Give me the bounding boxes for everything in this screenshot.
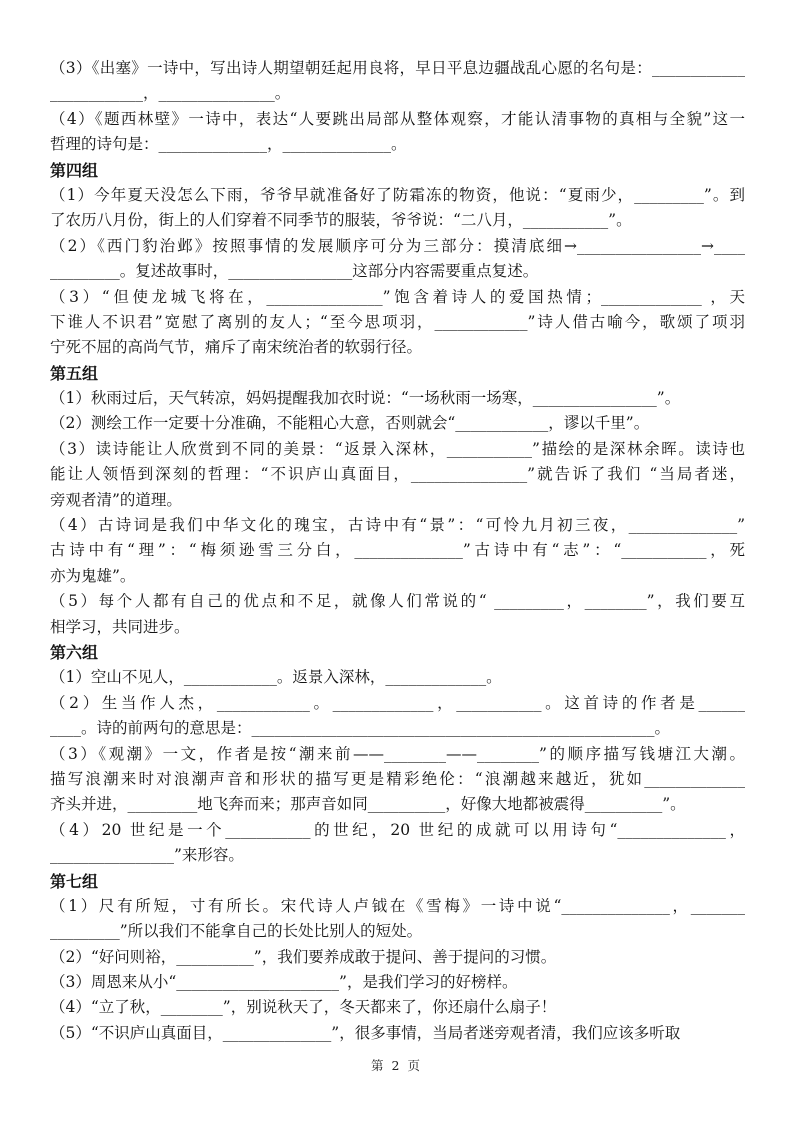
text-line: （2）生当作人杰，____________。_____________，___________。这首诗的作者是______ bbox=[50, 693, 745, 712]
text-line: （2）《西门豹治邺》按照事情的发展顺序可分为三部分：摸清底细→________________→____ bbox=[50, 236, 745, 255]
section-heading: 第七组 bbox=[50, 871, 99, 891]
text-line: ____________，_______________。 bbox=[50, 84, 291, 103]
text-line: （3）周恩来从小“_____________________”，是我们学习的好榜样。 bbox=[50, 973, 518, 992]
text-line: （1）今年夏天没怎么下雨，爷爷早就准备好了防霜冻的物资，他说：“夏雨少，_________”。到 bbox=[50, 185, 745, 204]
text-line: （5）每个人都有自己的优点和不足，就像人们常说的“ _________，________”，我们要互 bbox=[50, 592, 745, 611]
text-line: 能让人领悟到深刻的哲理：“不识庐山真面目，_______________”就告诉了我们 “当局者迷， bbox=[50, 465, 745, 484]
text-line: （3）“但使龙城飞将在，_______________”饱含着诗人的爱国热情；_____________ ，天 bbox=[50, 287, 745, 306]
text-line: 相学习，共同进步。 bbox=[50, 617, 190, 636]
text-line: 旁观者清”的道理。 bbox=[50, 490, 182, 509]
text-line: _________”所以我们不能拿自己的长处比别人的短处。 bbox=[50, 922, 423, 941]
text-line: 齐头并进，_________地飞奔而来；那声音如同__________，好像大地都被震得__________”。 bbox=[50, 795, 686, 814]
text-line: 亦为鬼雄”。 bbox=[50, 566, 136, 585]
text-line: （4）《题西林壁》一诗中，表达“人要跳出局部从整体观察，才能认清事物的真相与全貌”这一 bbox=[50, 109, 745, 128]
text-line: （1）空山不见人，____________。返景入深林，_____________。 bbox=[50, 668, 502, 687]
text-line: （4）古诗词是我们中华文化的瑰宝，古诗中有“景”：“可怜九月初三夜，______________” bbox=[50, 516, 745, 535]
text-line: 宁死不屈的高尚气节，痛斥了南宋统治者的软弱行径。 bbox=[50, 338, 423, 357]
text-line: （5）“不识庐山真面目，______________”，很多事情，当局者迷旁观者清，我们应该多听取 bbox=[50, 1023, 681, 1042]
text-line: （1）尺有所短，寸有所长。宋代诗人卢钺在《雪梅》一诗中说“______________，_______ bbox=[50, 896, 745, 915]
text-line: _________。复述故事时，________________这部分内容需要重点复述。 bbox=[50, 262, 539, 281]
section-heading: 第五组 bbox=[50, 363, 99, 383]
text-line: 哲理的诗句是：______________，______________。 bbox=[50, 135, 407, 154]
text-line: （4）“立了秋，________”，别说秋天了，冬天都来了，你还扇什么扇子！ bbox=[50, 998, 557, 1017]
text-line: （3）《出塞》一诗中，写出诗人期望朝廷起用良将，早日平息边疆战乱心愿的名句是：____________ bbox=[50, 59, 745, 77]
text-line: 古诗中有“理”：“梅须逊雪三分白，______________”古诗中有“志”：“___________，死 bbox=[50, 541, 745, 560]
text-line: 下谁人不识君”宽慰了离别的友人；“至今思项羽，____________”诗人借古喻今，歌颂了项羽 bbox=[50, 312, 745, 331]
text-line: ________________”来形容。 bbox=[50, 846, 244, 865]
section-heading: 第六组 bbox=[50, 642, 99, 662]
text-line: ____。诗的前两句的意思是：____________________________________________________。 bbox=[50, 719, 671, 738]
text-line: 了农历八月份，街上的人们穿着不同季节的服装，爷爷说：“二八月，___________”。 bbox=[50, 211, 632, 230]
text-line: （3）读诗能让人欣赏到不同的美景：“返景入深林，___________”描绘的是深林余晖。读诗也 bbox=[50, 439, 745, 458]
text-line: （3）《观潮》一文，作者是按“潮来前——________——________”的顺序描写钱塘江大潮。 bbox=[50, 744, 745, 763]
text-line: （2）“好问则裕，__________”，我们要养成敢于提问、善于提问的习惯。 bbox=[50, 947, 557, 966]
text-line: （2）测绘工作一定要十分准确，不能粗心大意，否则就会“____________，谬以千里”。 bbox=[50, 414, 650, 433]
document-body bbox=[50, 56, 745, 1046]
text-line: （4）20 世纪是一个___________的世纪，20 世纪的成就可以用诗句“______________， bbox=[50, 820, 745, 839]
page-number: 第 2 页 bbox=[371, 1058, 422, 1073]
text-line: （1）秋雨过后，天气转凉，妈妈提醒我加衣时说：“一场秋雨一场寒，________________”。 bbox=[50, 389, 681, 408]
section-heading: 第四组 bbox=[50, 160, 99, 180]
text-line: 描写浪潮来时对浪潮声音和形状的描写更是精彩绝伦：“浪潮越来越近，犹如_____________ bbox=[50, 769, 745, 788]
